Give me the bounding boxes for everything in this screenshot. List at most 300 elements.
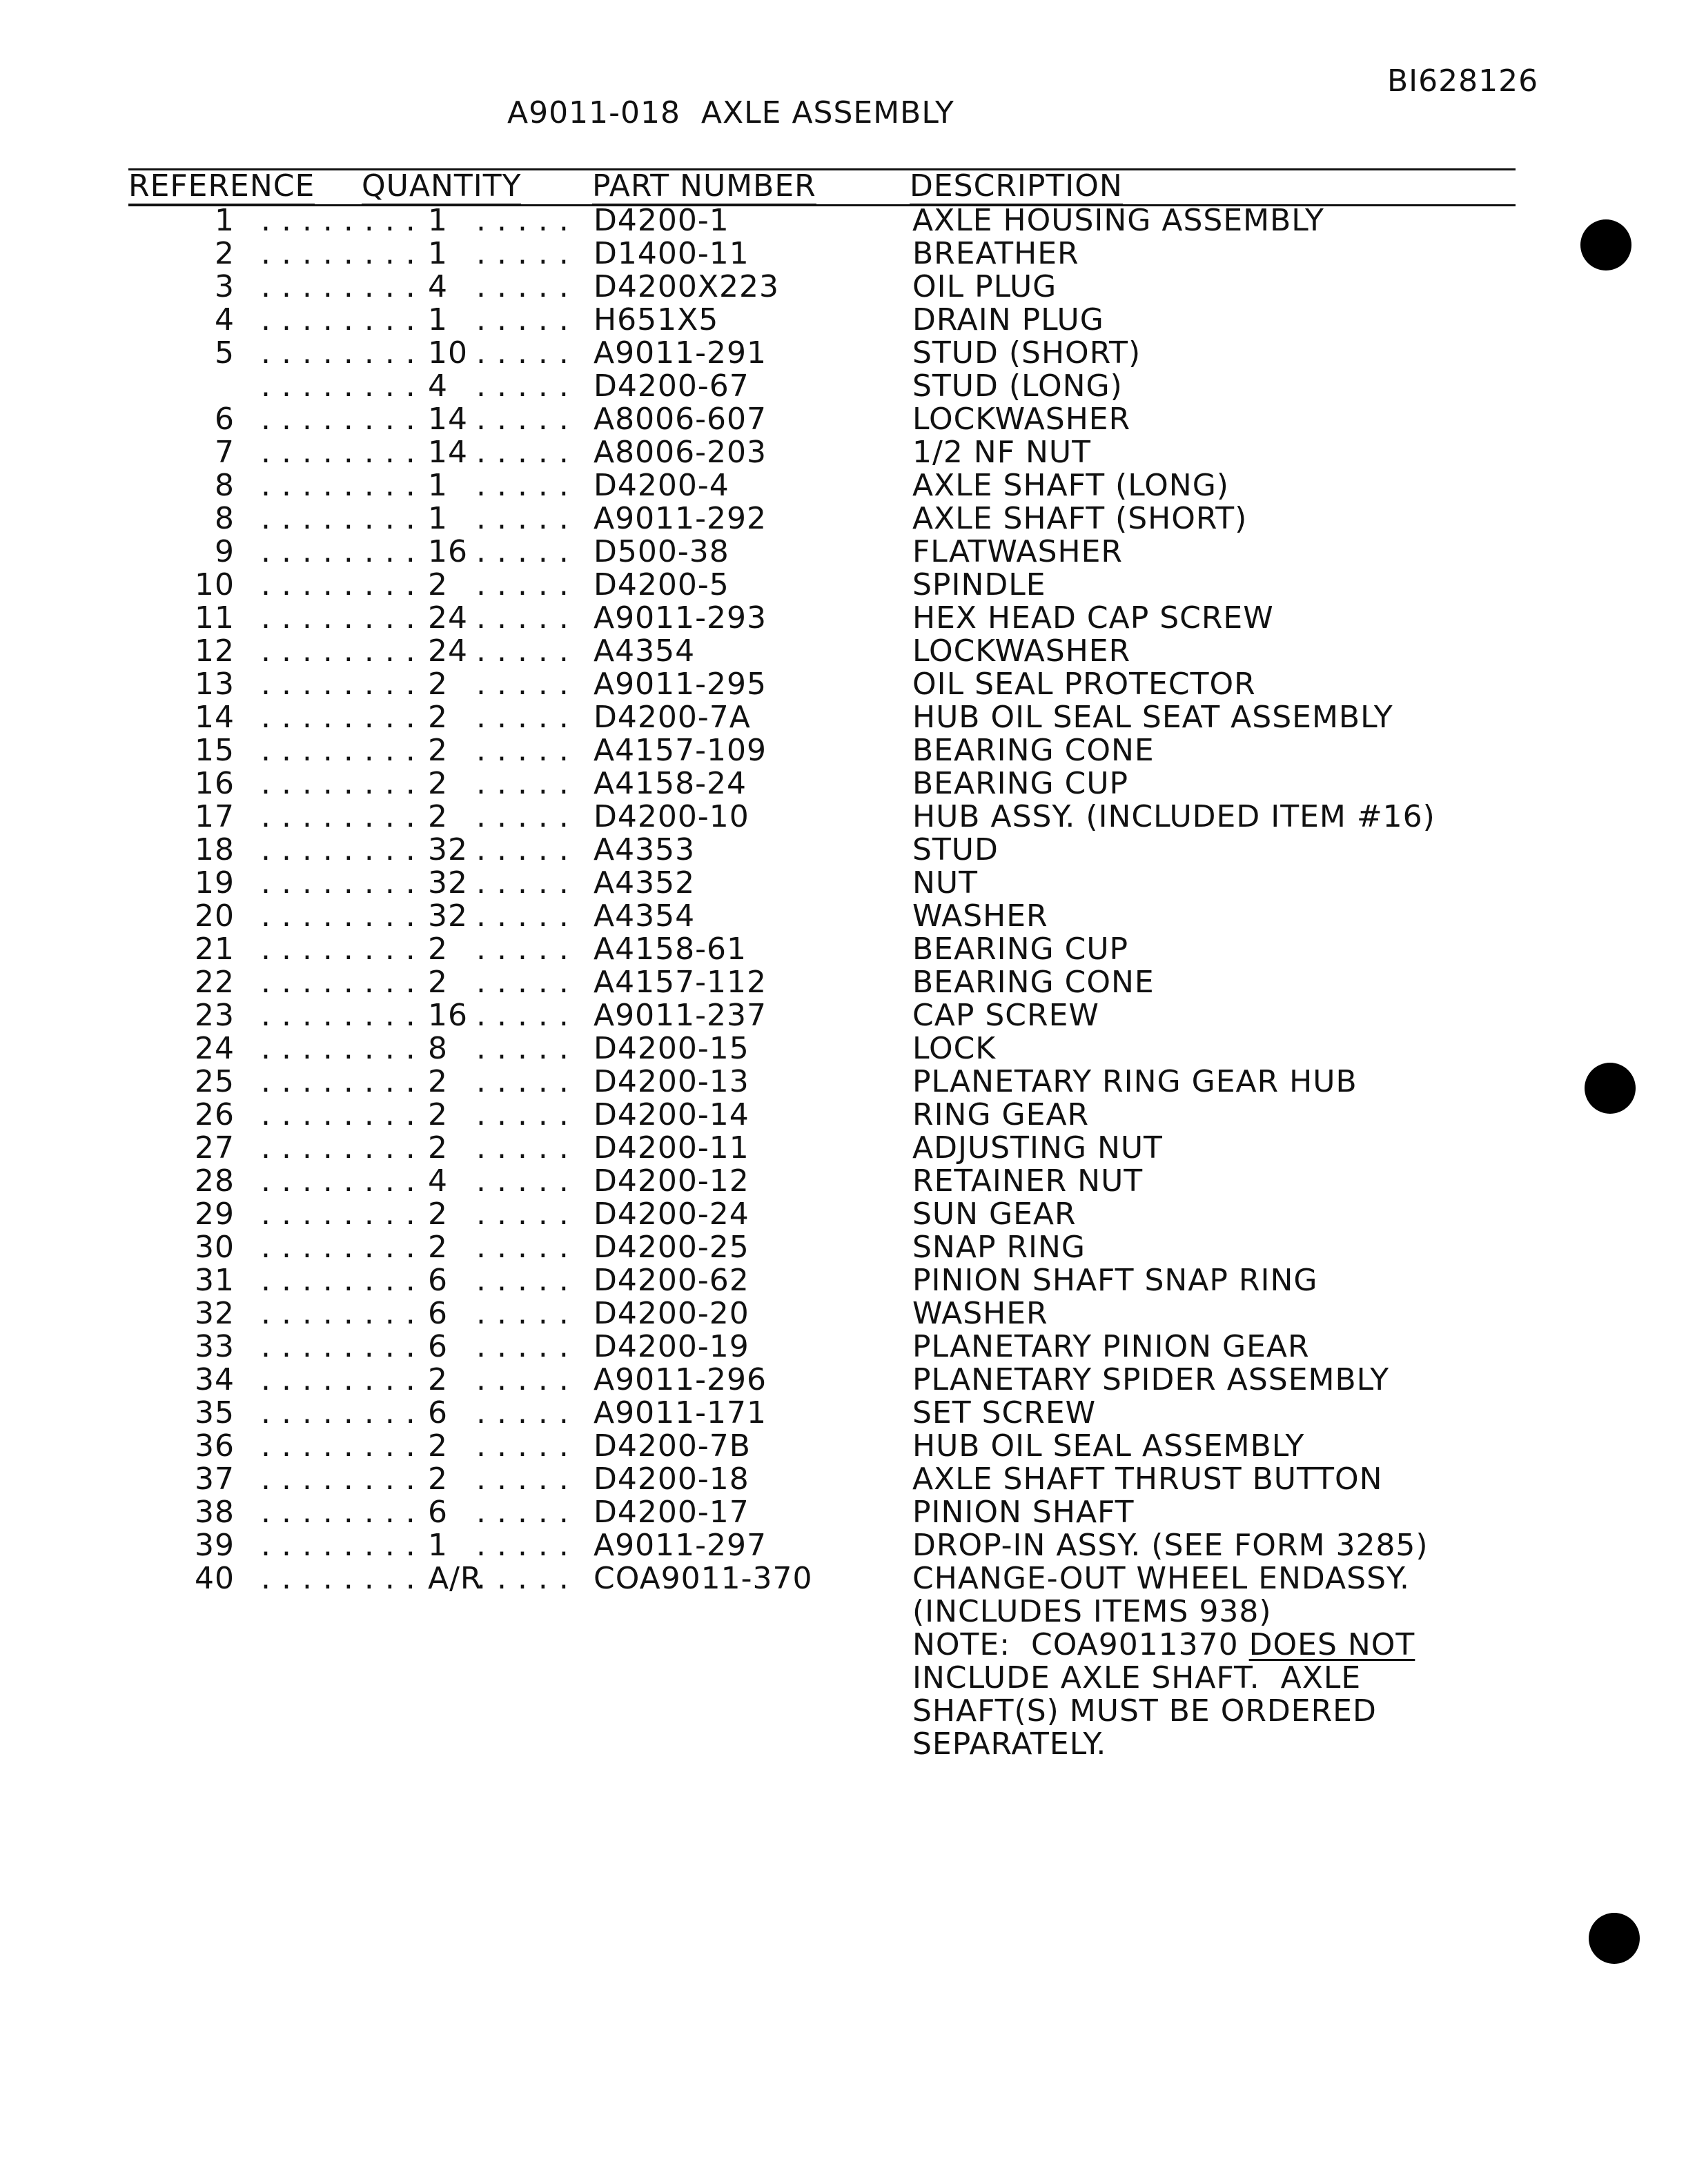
part-number-cell: D4200-24 xyxy=(594,1197,749,1232)
description-cell: HUB OIL SEAL SEAT ASSEMBLY xyxy=(912,700,1393,735)
quantity-cell: 6 xyxy=(428,1263,448,1298)
quantity-cell: 2 xyxy=(428,1362,448,1397)
description-cell: CAP SCREW xyxy=(912,998,1099,1033)
description-cell: BEARING CONE xyxy=(912,733,1155,768)
description-cell: AXLE SHAFT (LONG) xyxy=(912,468,1229,503)
leader-dots: . . . . . xyxy=(476,1296,569,1331)
part-number-cell: D4200-12 xyxy=(594,1163,749,1199)
description-cell: DROP-IN ASSY. (SEE FORM 3285) xyxy=(912,1528,1429,1563)
leader-dots: . . . . . . . . xyxy=(261,1462,416,1497)
part-number-cell: D4200-25 xyxy=(594,1230,749,1265)
quantity-cell: 1 xyxy=(428,203,448,238)
table-row xyxy=(0,270,1686,304)
punch-hole-icon xyxy=(1589,1913,1640,1964)
leader-dots: . . . . . xyxy=(476,203,569,238)
leader-dots: . . . . . . . . xyxy=(261,501,416,536)
reference-cell: 11 xyxy=(195,600,235,636)
reference-cell: 36 xyxy=(195,1428,235,1464)
leader-dots: . . . . . . . . xyxy=(261,799,416,834)
quantity-cell: 4 xyxy=(428,368,448,404)
part-number-cell: A9011-291 xyxy=(594,335,767,371)
description-cell: OIL PLUG xyxy=(912,269,1057,304)
description-cell: SNAP RING xyxy=(912,1230,1086,1265)
leader-dots: . . . . . . . . xyxy=(261,1031,416,1066)
part-number-cell: A4352 xyxy=(594,865,696,901)
description-cell: AXLE HOUSING ASSEMBLY xyxy=(912,203,1324,238)
table-row xyxy=(0,900,1686,933)
leader-dots: . . . . . xyxy=(476,1528,569,1563)
leader-dots: . . . . . xyxy=(476,865,569,901)
reference-cell: 34 xyxy=(195,1362,235,1397)
table-row xyxy=(0,701,1686,734)
leader-dots: . . . . . xyxy=(476,1163,569,1199)
description-cell: PLANETARY PINION GEAR xyxy=(912,1329,1310,1364)
quantity-cell: 24 xyxy=(428,600,468,636)
part-number-cell: D4200-19 xyxy=(594,1329,749,1364)
note-line-2 xyxy=(0,1662,1686,1695)
leader-dots: . . . . . . . . xyxy=(261,600,416,636)
leader-dots: . . . . . . . . xyxy=(261,1362,416,1397)
description-cell: BEARING CONE xyxy=(912,965,1155,1000)
punch-hole-icon xyxy=(1585,1063,1636,1114)
leader-dots: . . . . . xyxy=(476,1031,569,1066)
reference-cell: 9 xyxy=(215,534,235,569)
reference-cell: 37 xyxy=(195,1462,235,1497)
leader-dots: . . . . . xyxy=(476,832,569,867)
description-cell: WASHER xyxy=(912,898,1048,934)
note-text xyxy=(912,1595,1272,1629)
note-text xyxy=(912,1695,1377,1728)
description-cell: STUD xyxy=(912,832,999,867)
part-number-cell: D4200-18 xyxy=(594,1462,749,1497)
reference-cell: 8 xyxy=(215,501,235,536)
description-cell: PINION SHAFT SNAP RING xyxy=(912,1263,1318,1298)
quantity-cell: 2 xyxy=(428,1097,448,1132)
description-cell: AXLE SHAFT THRUST BUTTON xyxy=(912,1462,1383,1497)
leader-dots: . . . . . . . . xyxy=(261,402,416,437)
quantity-cell: 1 xyxy=(428,1528,448,1563)
reference-cell: 30 xyxy=(195,1230,235,1265)
leader-dots: . . . . . xyxy=(476,600,569,636)
part-number-cell: A9011-295 xyxy=(594,667,767,702)
part-number-cell: D4200-5 xyxy=(594,567,729,602)
part-number-cell: A4158-24 xyxy=(594,766,747,801)
part-number-cell: D4200-14 xyxy=(594,1097,749,1132)
quantity-cell: 24 xyxy=(428,633,468,669)
leader-dots: . . . . . xyxy=(476,633,569,669)
description-cell: WASHER xyxy=(912,1296,1048,1331)
part-number-cell: A8006-203 xyxy=(594,435,767,470)
part-number-cell: A9011-292 xyxy=(594,501,767,536)
reference-cell: 32 xyxy=(195,1296,235,1331)
leader-dots: . . . . . xyxy=(476,1230,569,1265)
leader-dots: . . . . . . . . xyxy=(261,1197,416,1232)
leader-dots: . . . . . . . . xyxy=(261,898,416,934)
quantity-cell: 32 xyxy=(428,898,468,934)
quantity-cell: 2 xyxy=(428,700,448,735)
quantity-cell: 2 xyxy=(428,799,448,834)
leader-dots: . . . . . . . . xyxy=(261,468,416,503)
reference-cell: 26 xyxy=(195,1097,235,1132)
leader-dots: . . . . . . . . xyxy=(261,1064,416,1099)
table-row xyxy=(0,834,1686,867)
description-cell: HUB ASSY. (INCLUDED ITEM #16) xyxy=(912,799,1435,834)
description-cell: STUD (SHORT) xyxy=(912,335,1141,371)
table-row xyxy=(0,867,1686,900)
leader-dots: . . . . . xyxy=(476,468,569,503)
note-segment: NOTE: COA9011370 xyxy=(912,1627,1249,1662)
leader-dots: . . . . . xyxy=(476,1130,569,1165)
part-number-cell: D500-38 xyxy=(594,534,729,569)
part-number-cell: A4354 xyxy=(594,898,696,934)
leader-dots: . . . . . xyxy=(476,1329,569,1364)
parts-table xyxy=(0,204,1686,1761)
description-cell: CHANGE-OUT WHEEL ENDASSY. xyxy=(912,1561,1410,1596)
part-number-cell: D1400-11 xyxy=(594,236,749,271)
reference-cell: 12 xyxy=(195,633,235,669)
part-number-cell: D4200-10 xyxy=(594,799,749,834)
table-row xyxy=(0,1065,1686,1099)
part-number-cell: D4200-15 xyxy=(594,1031,749,1066)
quantity-cell: 4 xyxy=(428,1163,448,1199)
leader-dots: . . . . . . . . xyxy=(261,865,416,901)
leader-dots: . . . . . xyxy=(476,766,569,801)
quantity-cell: 6 xyxy=(428,1296,448,1331)
leader-dots: . . . . . . . . xyxy=(261,203,416,238)
leader-dots: . . . . . . . . xyxy=(261,1329,416,1364)
reference-cell: 35 xyxy=(195,1395,235,1430)
part-number-cell: A8006-607 xyxy=(594,402,767,437)
reference-cell: 21 xyxy=(195,932,235,967)
reference-cell: 18 xyxy=(195,832,235,867)
table-row xyxy=(0,436,1686,469)
description-cell: AXLE SHAFT (SHORT) xyxy=(912,501,1248,536)
header-reference: REFERENCE xyxy=(128,168,315,206)
part-number-cell: A4157-112 xyxy=(594,965,767,1000)
leader-dots: . . . . . . . . xyxy=(261,1130,416,1165)
leader-dots: . . . . . xyxy=(476,1197,569,1232)
table-row xyxy=(0,635,1686,668)
leader-dots: . . . . . . . . xyxy=(261,335,416,371)
description-cell: STUD (LONG) xyxy=(912,368,1123,404)
part-number-cell: D4200X223 xyxy=(594,269,779,304)
part-number-cell: D4200-7B xyxy=(594,1428,751,1464)
table-row xyxy=(0,337,1686,370)
quantity-cell: 2 xyxy=(428,965,448,1000)
reference-cell: 38 xyxy=(195,1495,235,1530)
table-row xyxy=(0,304,1686,337)
leader-dots: . . . . . . . . xyxy=(261,832,416,867)
table-row xyxy=(0,1099,1686,1132)
table-row xyxy=(0,933,1686,966)
leader-dots: . . . . . xyxy=(476,1263,569,1298)
part-number-cell: D4200-67 xyxy=(594,368,749,404)
quantity-cell: 32 xyxy=(428,832,468,867)
description-cell: SET SCREW xyxy=(912,1395,1097,1430)
part-number-cell: A4353 xyxy=(594,832,696,867)
quantity-cell: 1 xyxy=(428,501,448,536)
leader-dots: . . . . . . . . xyxy=(261,1561,416,1596)
reference-cell: 10 xyxy=(195,567,235,602)
quantity-cell: 2 xyxy=(428,1428,448,1464)
part-number-cell: D4200-20 xyxy=(594,1296,749,1331)
description-cell: FLATWASHER xyxy=(912,534,1123,569)
leader-dots: . . . . . . . . xyxy=(261,1395,416,1430)
part-number-cell: D4200-13 xyxy=(594,1064,749,1099)
reference-cell: 20 xyxy=(195,898,235,934)
part-number-cell: COA9011-370 xyxy=(594,1561,813,1596)
reference-cell: 17 xyxy=(195,799,235,834)
header-description: DESCRIPTION xyxy=(910,168,1123,206)
table-row xyxy=(0,1165,1686,1198)
note-emphasis: DOES NOT xyxy=(1248,1627,1415,1662)
part-number-cell: A9011-296 xyxy=(594,1362,767,1397)
table-row xyxy=(0,1397,1686,1430)
table-row xyxy=(0,1364,1686,1397)
description-cell: RING GEAR xyxy=(912,1097,1090,1132)
leader-dots: . . . . . xyxy=(476,667,569,702)
quantity-cell: 1 xyxy=(428,236,448,271)
leader-dots: . . . . . xyxy=(476,435,569,470)
leader-dots: . . . . . . . . xyxy=(261,435,416,470)
description-cell: NUT xyxy=(912,865,978,901)
part-number-cell: D4200-11 xyxy=(594,1130,749,1165)
leader-dots: . . . . . xyxy=(476,567,569,602)
leader-dots: . . . . . xyxy=(476,1428,569,1464)
leader-dots: . . . . . xyxy=(476,501,569,536)
description-cell: HUB OIL SEAL ASSEMBLY xyxy=(912,1428,1305,1464)
page-title: A9011-018 AXLE ASSEMBLY xyxy=(507,95,954,130)
part-number-cell: A9011-293 xyxy=(594,600,767,636)
quantity-cell: 2 xyxy=(428,1130,448,1165)
leader-dots: . . . . . . . . xyxy=(261,1495,416,1530)
description-cell: LOCKWASHER xyxy=(912,402,1131,437)
leader-dots: . . . . . xyxy=(476,932,569,967)
quantity-cell: 32 xyxy=(428,865,468,901)
reference-cell: 25 xyxy=(195,1064,235,1099)
header-part-number: PART NUMBER xyxy=(592,168,816,206)
leader-dots: . . . . . xyxy=(476,1395,569,1430)
description-cell: PLANETARY RING GEAR HUB xyxy=(912,1064,1357,1099)
quantity-cell: 16 xyxy=(428,534,468,569)
table-row xyxy=(0,1297,1686,1330)
leader-dots: . . . . . xyxy=(476,1495,569,1530)
note-text xyxy=(912,1728,1106,1761)
reference-cell: 39 xyxy=(195,1528,235,1563)
note-segment: INCLUDE AXLE SHAFT. AXLE xyxy=(912,1660,1362,1695)
reference-cell: 13 xyxy=(195,667,235,702)
leader-dots: . . . . . . . . xyxy=(261,1528,416,1563)
table-row xyxy=(0,1463,1686,1496)
quantity-cell: 2 xyxy=(428,733,448,768)
leader-dots: . . . . . xyxy=(476,236,569,271)
reference-cell: 5 xyxy=(215,335,235,371)
reference-cell: 15 xyxy=(195,733,235,768)
description-cell: LOCKWASHER xyxy=(912,633,1131,669)
reference-cell: 14 xyxy=(195,700,235,735)
quantity-cell: 4 xyxy=(428,269,448,304)
reference-cell: 33 xyxy=(195,1329,235,1364)
reference-cell: 27 xyxy=(195,1130,235,1165)
table-row xyxy=(0,800,1686,834)
leader-dots: . . . . . . . . xyxy=(261,733,416,768)
leader-dots: . . . . . . . . xyxy=(261,965,416,1000)
part-number-cell: A4354 xyxy=(594,633,696,669)
document-id: BI628126 xyxy=(1387,63,1539,99)
note-line-4 xyxy=(0,1728,1686,1761)
quantity-cell: 1 xyxy=(428,468,448,503)
description-cell: BEARING CUP xyxy=(912,766,1129,801)
part-number-cell: A9011-171 xyxy=(594,1395,767,1430)
quantity-cell: 6 xyxy=(428,1329,448,1364)
table-row xyxy=(0,1132,1686,1165)
note-segment: SHAFT(S) MUST BE ORDERED xyxy=(912,1693,1377,1729)
leader-dots: . . . . . xyxy=(476,402,569,437)
note-text xyxy=(912,1629,1415,1662)
quantity-cell: 2 xyxy=(428,1197,448,1232)
part-number-cell: A4158-61 xyxy=(594,932,747,967)
leader-dots: . . . . . xyxy=(476,534,569,569)
leader-dots: . . . . . . . . xyxy=(261,1296,416,1331)
description-cell: ADJUSTING NUT xyxy=(912,1130,1163,1165)
part-number-cell: A4157-109 xyxy=(594,733,767,768)
reference-cell: 40 xyxy=(195,1561,235,1596)
quantity-cell: 8 xyxy=(428,1031,448,1066)
notes-includes xyxy=(0,1595,1686,1629)
table-row xyxy=(0,237,1686,270)
quantity-cell: 2 xyxy=(428,932,448,967)
header-rule-top xyxy=(128,168,1516,170)
part-number-cell: D4200-62 xyxy=(594,1263,749,1298)
leader-dots: . . . . . . . . xyxy=(261,567,416,602)
leader-dots: . . . . . xyxy=(476,269,569,304)
leader-dots: . . . . . . . . xyxy=(261,1230,416,1265)
note-segment: SEPARATELY. xyxy=(912,1726,1107,1762)
description-cell: LOCK xyxy=(912,1031,997,1066)
note-line-3 xyxy=(0,1695,1686,1728)
description-cell: SUN GEAR xyxy=(912,1197,1077,1232)
description-cell: PLANETARY SPIDER ASSEMBLY xyxy=(912,1362,1390,1397)
leader-dots: . . . . . xyxy=(476,733,569,768)
quantity-cell: 2 xyxy=(428,667,448,702)
leader-dots: . . . . . xyxy=(476,1561,569,1596)
part-number-cell: D4200-1 xyxy=(594,203,729,238)
reference-cell: 31 xyxy=(195,1263,235,1298)
quantity-cell: 6 xyxy=(428,1395,448,1430)
table-row xyxy=(0,966,1686,999)
leader-dots: . . . . . xyxy=(476,998,569,1033)
quantity-cell: 14 xyxy=(428,402,468,437)
note-line-1 xyxy=(0,1629,1686,1662)
table-row xyxy=(0,1032,1686,1065)
leader-dots: . . . . . . . . xyxy=(261,302,416,337)
quantity-cell: 10 xyxy=(428,335,468,371)
table-row xyxy=(0,370,1686,403)
table-row xyxy=(0,403,1686,436)
reference-cell: 1 xyxy=(215,203,235,238)
punch-hole-icon xyxy=(1580,219,1631,270)
table-row xyxy=(0,602,1686,635)
leader-dots: . . . . . xyxy=(476,965,569,1000)
reference-cell: 29 xyxy=(195,1197,235,1232)
table-row xyxy=(0,1496,1686,1529)
table-row xyxy=(0,535,1686,569)
quantity-cell: 2 xyxy=(428,567,448,602)
leader-dots: . . . . . xyxy=(476,1097,569,1132)
leader-dots: . . . . . . . . xyxy=(261,368,416,404)
leader-dots: . . . . . . . . xyxy=(261,1097,416,1132)
reference-cell: 7 xyxy=(215,435,235,470)
reference-cell: 19 xyxy=(195,865,235,901)
quantity-cell: 14 xyxy=(428,435,468,470)
leader-dots: . . . . . . . . xyxy=(261,534,416,569)
reference-cell: 22 xyxy=(195,965,235,1000)
leader-dots: . . . . . xyxy=(476,1462,569,1497)
leader-dots: . . . . . xyxy=(476,700,569,735)
part-number-cell: H651X5 xyxy=(594,302,719,337)
leader-dots: . . . . . . . . xyxy=(261,269,416,304)
part-number-cell: A9011-297 xyxy=(594,1528,767,1563)
quantity-cell: 2 xyxy=(428,1462,448,1497)
table-row xyxy=(0,1198,1686,1231)
description-cell: SPINDLE xyxy=(912,567,1046,602)
quantity-cell: 1 xyxy=(428,302,448,337)
reference-cell: 24 xyxy=(195,1031,235,1066)
table-row xyxy=(0,734,1686,767)
part-number-cell: A9011-237 xyxy=(594,998,767,1033)
description-cell: PINION SHAFT xyxy=(912,1495,1135,1530)
description-cell: BREATHER xyxy=(912,236,1079,271)
description-cell: BEARING CUP xyxy=(912,932,1129,967)
leader-dots: . . . . . . . . xyxy=(261,998,416,1033)
table-row xyxy=(0,569,1686,602)
table-row xyxy=(0,1529,1686,1562)
note-segment: (INCLUDES ITEMS 938) xyxy=(912,1594,1272,1629)
table-row xyxy=(0,999,1686,1032)
leader-dots: . . . . . . . . xyxy=(261,236,416,271)
reference-cell: 8 xyxy=(215,468,235,503)
reference-cell: 4 xyxy=(215,302,235,337)
quantity-cell: 2 xyxy=(428,1064,448,1099)
leader-dots: . . . . . . . . xyxy=(261,633,416,669)
note-text xyxy=(912,1662,1361,1695)
quantity-cell: 16 xyxy=(428,998,468,1033)
table-row xyxy=(0,668,1686,701)
table-row xyxy=(0,469,1686,502)
leader-dots: . . . . . xyxy=(476,335,569,371)
leader-dots: . . . . . xyxy=(476,1064,569,1099)
leader-dots: . . . . . xyxy=(476,368,569,404)
leader-dots: . . . . . . . . xyxy=(261,766,416,801)
table-row xyxy=(0,1330,1686,1364)
leader-dots: . . . . . . . . xyxy=(261,667,416,702)
reference-cell: 3 xyxy=(215,269,235,304)
reference-cell: 28 xyxy=(195,1163,235,1199)
table-row xyxy=(0,1264,1686,1297)
description-cell: RETAINER NUT xyxy=(912,1163,1144,1199)
quantity-cell: 6 xyxy=(428,1495,448,1530)
leader-dots: . . . . . xyxy=(476,302,569,337)
table-row xyxy=(0,767,1686,800)
reference-cell: 23 xyxy=(195,998,235,1033)
description-cell: HEX HEAD CAP SCREW xyxy=(912,600,1274,636)
table-row xyxy=(0,204,1686,237)
quantity-cell: A/R xyxy=(428,1561,482,1596)
part-number-cell: D4200-17 xyxy=(594,1495,749,1530)
leader-dots: . . . . . . . . xyxy=(261,932,416,967)
header-quantity: QUANTITY xyxy=(362,168,521,206)
leader-dots: . . . . . xyxy=(476,898,569,934)
